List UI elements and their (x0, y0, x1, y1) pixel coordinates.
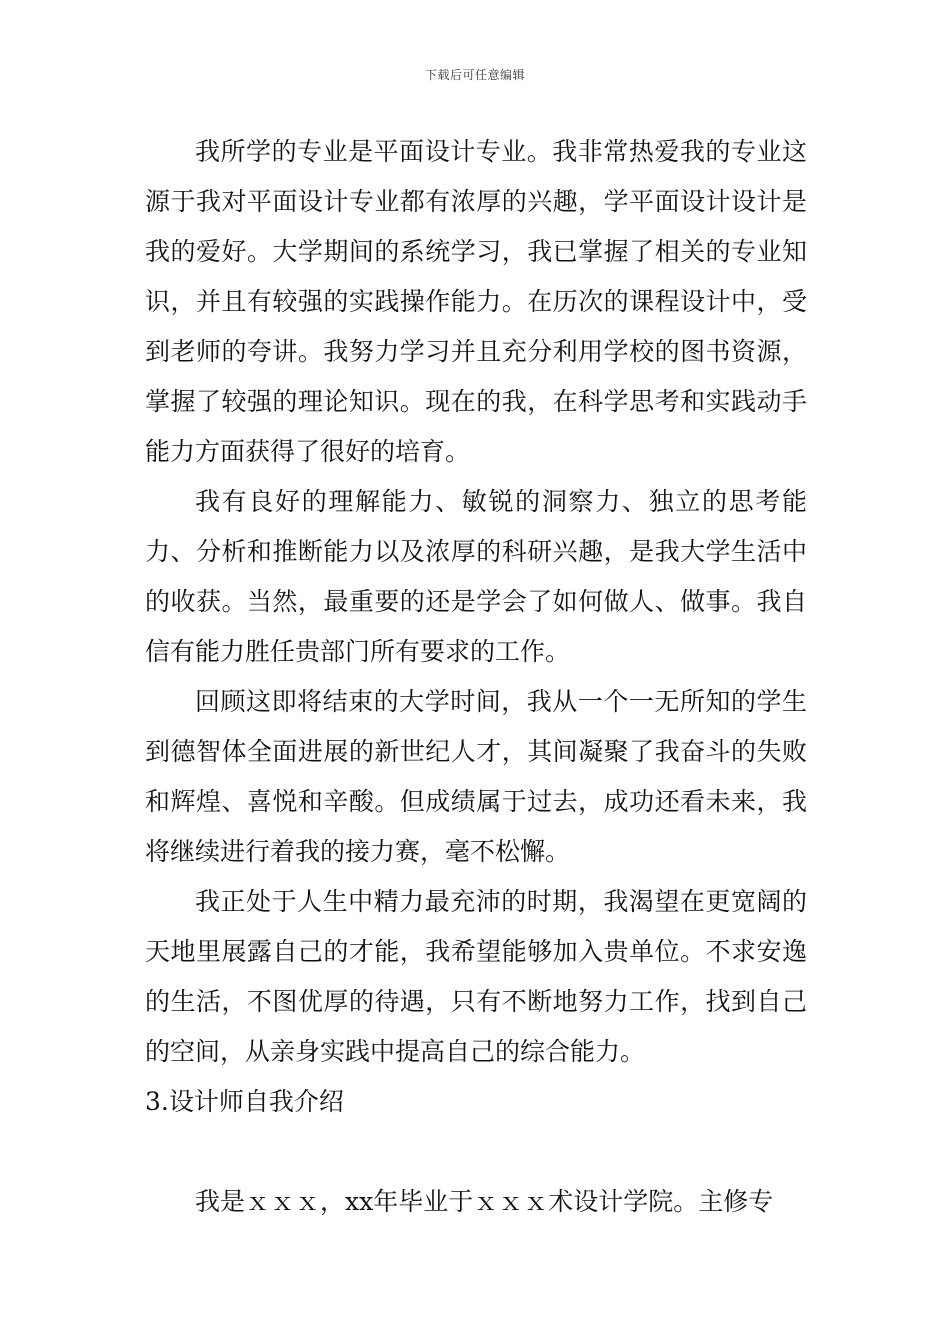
paragraph-aspiration: 我正处于人生中精力最充沛的时期，我渴望在更宽阔的天地里展露自己的才能，我希望能够加入贵单位。不求安逸的生活，不图优厚的待遇，只有不断地努力工作，找到自己的空间，从亲身实践中提高自己的综合能力。 (145, 887, 807, 1066)
paragraph-abilities: 我有良好的理解能力、敏锐的洞察力、独立的思考能力、分析和推断能力以及浓厚的科研兴趣，是我大学生活中的收获。当然，最重要的还是学会了如何做人、做事。我自信有能力胜任贵部门所有要求的工作。 (145, 487, 807, 666)
paragraph-intro: 我是ｘｘｘ，xx年毕业于ｘｘｘ术设计学院。主修专 (195, 1187, 774, 1216)
page-header-note: 下载后可任意编辑 (424, 68, 525, 82)
paragraph-major: 我所学的专业是平面设计专业。我非常热爱我的专业这源于我对平面设计专业都有浓厚的兴趣，学平面设计设计是我的爱好。大学期间的系统学习，我已掌握了相关的专业知识，并且有较强的实践操作能力。在历次的课程设计中，受到老师的夸讲。我努力学习并且充分利用学校的图书资源，掌握了较强的理论知识。现在的我，在科学思考和实践动手能力方面获得了很好的培育。 (145, 137, 807, 466)
paragraph-review: 回顾这即将结束的大学时间，我从一个一无所知的学生到德智体全面进展的新世纪人才，其间凝聚了我奋斗的失败和辉煌、喜悦和辛酸。但成绩属于过去，成功还看未来，我将继续进行着我的接力赛，毫不松懈。 (145, 687, 807, 866)
document-body (145, 127, 807, 1227)
section-heading: 3.设计师自我介绍 (145, 1087, 344, 1116)
blank-line (145, 1127, 807, 1177)
